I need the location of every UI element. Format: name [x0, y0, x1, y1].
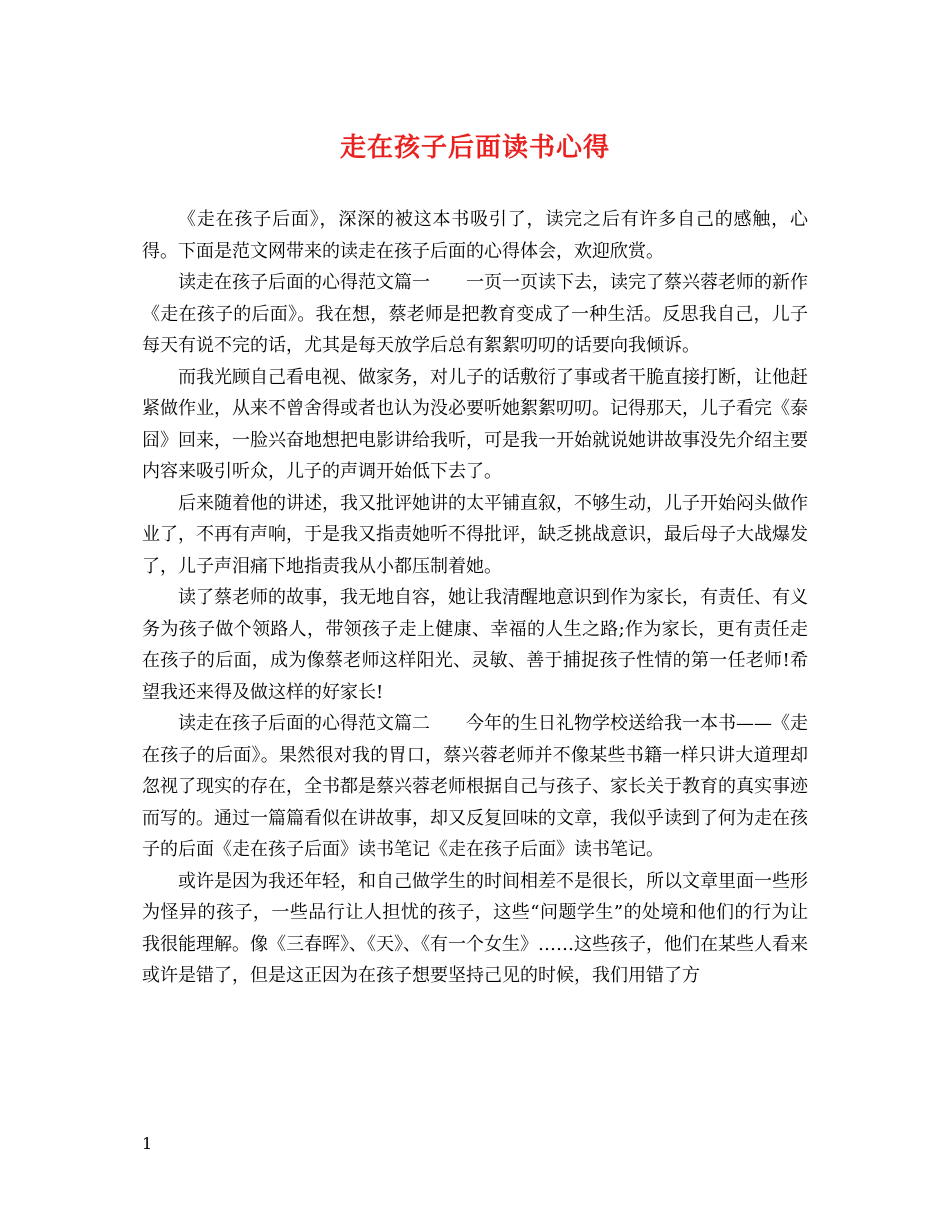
paragraph-reflection: 读了蔡老师的故事，我无地自容，她让我清醒地意识到作为家长，有责任、有义务为孩子做个领路人，带领孩子走上健康、幸福的人生之路;作为家长，更有责任走在孩子的后面，成为像蔡老师这样阳光、灵敏、善于捕捉孩子性情的第一任老师!希望我还来得及做这样的好家长! — [142, 587, 808, 703]
paragraph-intro: 《走在孩子后面》，深深的被这本书吸引了，读完之后有许多自己的感触，心得。下面是范文网带来的读走在孩子后面的心得体会，欢迎欣赏。 — [142, 209, 808, 262]
paragraph-essay-two-start: 读走在孩子后面的心得范文篇二 今年的生日礼物学校送给我一本书——《走在孩子的后面》。果然很对我的胃口，蔡兴蓉老师并不像某些书籍一样只讲大道理却忽视了现实的存在，全书都是蔡兴蓉老师根据自己与孩子、家长关于教育的真实事迹而写的。通过一篇篇看似在讲故事，却又反复回味的文章，我似乎读到了何为走在孩子的后面《走在孩子后面》读书笔记《走在孩子后面》读书笔记。 — [142, 713, 808, 860]
document-title: 走在孩子后面读书心得 — [339, 133, 610, 163]
page-number: 1 — [142, 1134, 153, 1153]
paragraph-tv-housework: 而我光顾自己看电视、做家务，对儿子的话敷衍了事或者干脆直接打断，让他赶紧做作业，从来不曾舍得或者也认为没必要听她絮絮叨叨。记得那天，儿子看完《泰囧》回来，一脸兴奋地想把电影讲给我听，可是我一开始就说她讲故事没先介绍主要内容来吸引听众，儿子的声调开始低下去了。 — [142, 366, 808, 482]
document-body — [142, 204, 808, 992]
paragraph-criticism: 后来随着他的讲述，我又批评她讲的太平铺直叙，不够生动，儿子开始闷头做作业了，不再有声响，于是我又指责她听不得批评，缺乏挑战意识，最后母子大战爆发了，儿子声泪痛下地指责我从小都压制着她。 — [142, 492, 808, 577]
paragraph-essay-one-start: 读走在孩子后面的心得范文篇一 一页一页读下去，读完了蔡兴蓉老师的新作《走在孩子的后面》。我在想，蔡老师是把教育变成了一种生活。反思我自己，儿子每天有说不完的话，尤其是每天放学后总有絮絮叨叨的话要向我倾诉。 — [142, 272, 808, 356]
paragraph-young-teacher: 或许是因为我还年轻，和自己做学生的时间相差不是很长，所以文章里面一些形为怪异的孩子，一些品行让人担忧的孩子，这些“问题学生”的处境和他们的行为让我很能理解。像《三春晖》、《天》、《有一个女生》……这些孩子，他们在某些人看来或许是错了，但是这正因为在孩子想要坚持己见的时候，我们用错了方 — [142, 870, 808, 986]
